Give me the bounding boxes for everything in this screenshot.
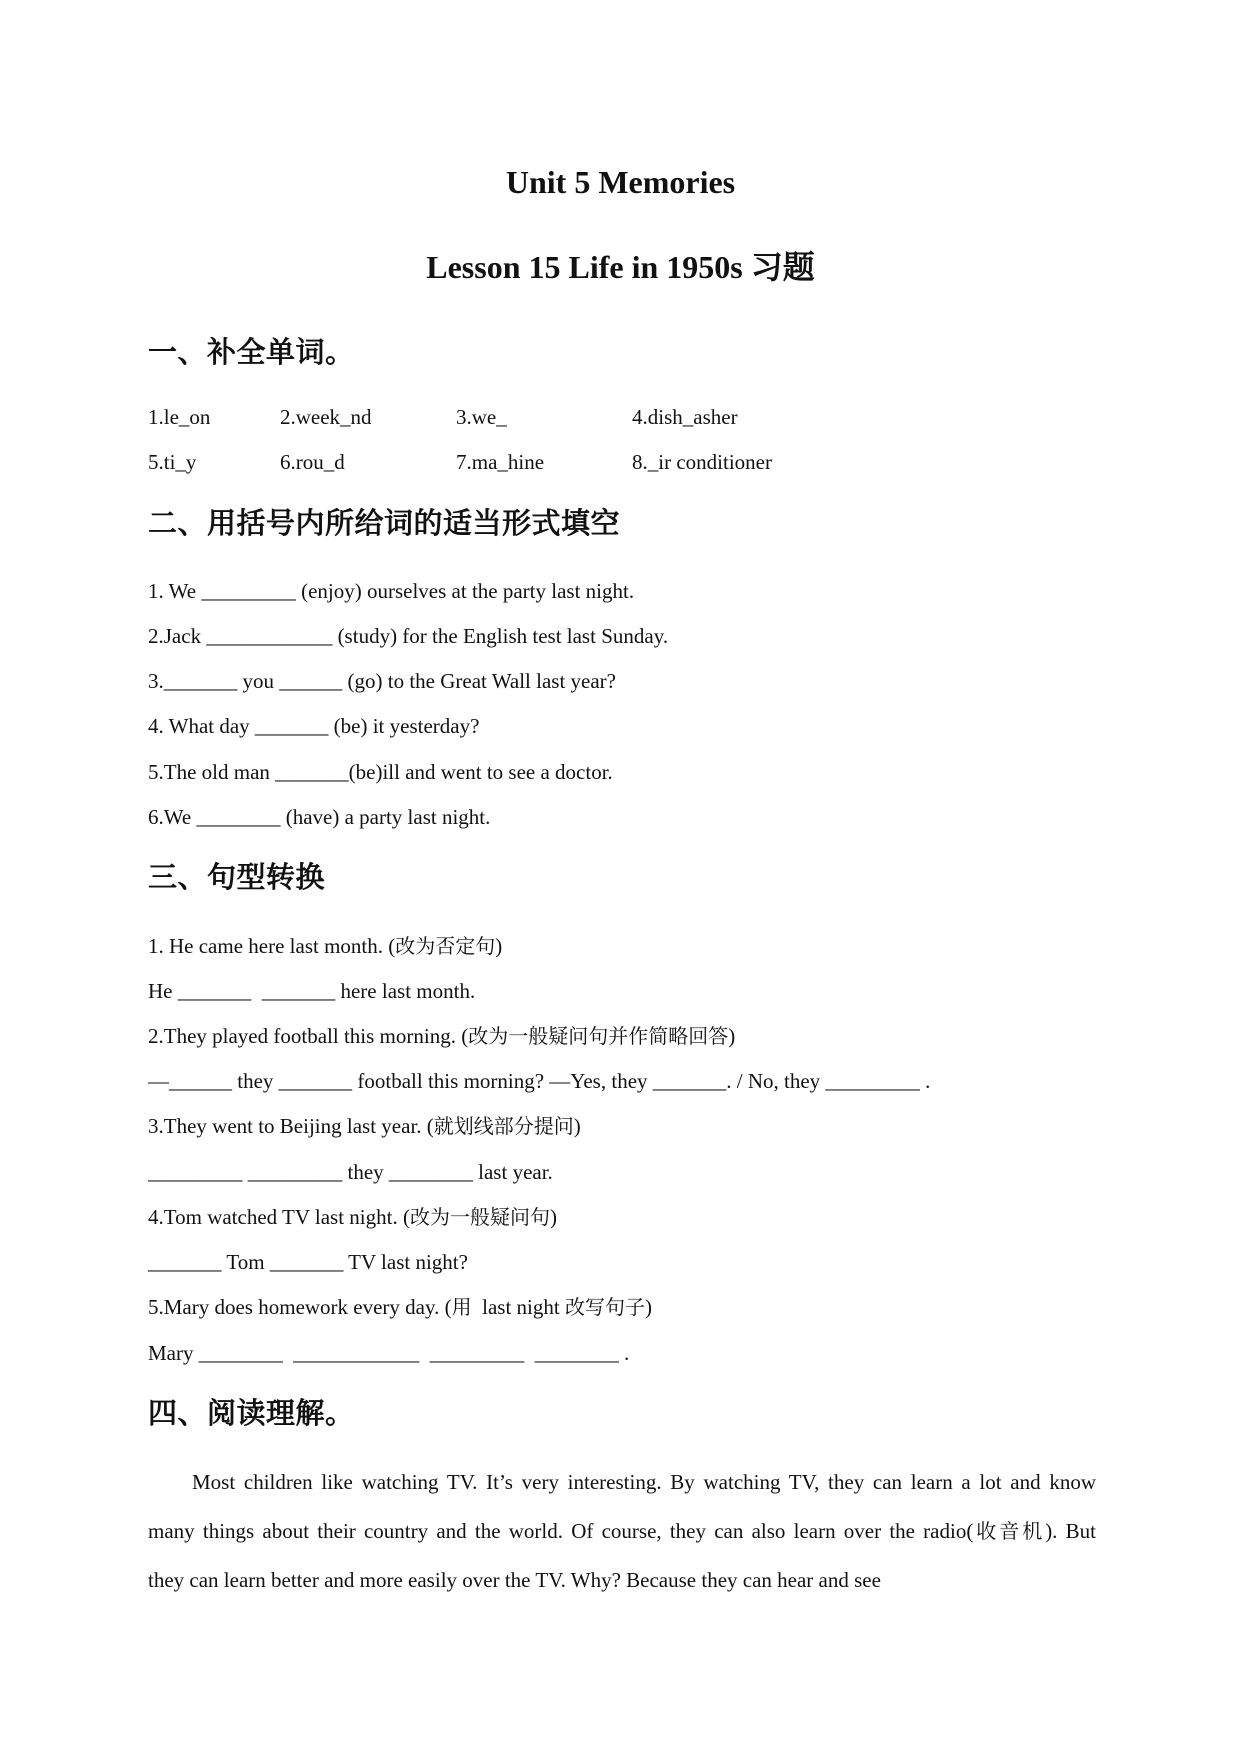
- fill-blank-question: 1. We _________ (enjoy) ourselves at the party last night.: [148, 579, 635, 603]
- vocab-item: 2.week_nd: [280, 405, 372, 429]
- page-title: Unit 5 Memories: [505, 164, 736, 200]
- transform-instruction: 3.They went to Beijing last year. (就划线部分提问): [148, 1114, 581, 1138]
- transform-answer-line: Mary ________ ____________ _________ ________ .: [148, 1341, 630, 1365]
- section-2-heading: 二、用括号内所给词的适当形式填空: [148, 506, 621, 540]
- vocab-item: 6.rou_d: [280, 450, 345, 474]
- lesson-title: Lesson 15 Life in 1950s 习题: [426, 249, 815, 285]
- vocab-item: 4.dish_asher: [632, 405, 738, 429]
- fill-blank-question: 5.The old man _______(be)ill and went to see a doctor.: [148, 760, 613, 784]
- transform-instruction: 1. He came here last month. (改为否定句): [148, 934, 503, 958]
- vocab-item: 1.le_on: [148, 405, 211, 429]
- passage-line: they can learn better and more easily over the TV. Why? Because they can hear and see: [148, 1568, 881, 1592]
- vocab-item: 3.we_: [456, 405, 507, 429]
- passage-line: many things about their country and the world. Of course, they can also learn over the radio(收音机). But: [148, 1519, 1096, 1543]
- section-1-heading: 一、补全单词。: [148, 335, 355, 369]
- passage-line: Most children like watching TV. It’s very interesting. By watching TV, they can learn a lot and know: [192, 1470, 1096, 1494]
- fill-blank-question: 2.Jack ____________ (study) for the English test last Sunday.: [148, 624, 669, 648]
- transform-answer-line: _______ Tom _______ TV last night?: [148, 1250, 468, 1274]
- fill-blank-question: 3._______ you ______ (go) to the Great Wall last year?: [148, 669, 616, 693]
- transform-instruction: 2.They played football this morning. (改为一般疑问句并作简略回答): [148, 1024, 736, 1048]
- section-4-heading: 四、阅读理解。: [148, 1396, 355, 1430]
- fill-blank-question: 6.We ________ (have) a party last night.: [148, 805, 491, 829]
- section-3-heading: 三、句型转换: [148, 860, 326, 894]
- transform-answer-line: —______ they _______ football this morning? —Yes, they _______. / No, they _________ .: [148, 1069, 931, 1093]
- fill-blank-question: 4. What day _______ (be) it yesterday?: [148, 714, 480, 738]
- transform-instruction: 5.Mary does homework every day. (用 last night 改写句子): [148, 1295, 652, 1319]
- transform-answer-line: _________ _________ they ________ last year.: [148, 1160, 553, 1184]
- transform-answer-line: He _______ _______ here last month.: [148, 979, 476, 1003]
- vocab-item: 7.ma_hine: [456, 450, 545, 474]
- reading-passage: [148, 1458, 1096, 1605]
- vocab-item: 5.ti_y: [148, 450, 197, 474]
- vocab-item: 8._ir conditioner: [632, 450, 772, 474]
- transform-instruction: 4.Tom watched TV last night. (改为一般疑问句): [148, 1205, 557, 1229]
